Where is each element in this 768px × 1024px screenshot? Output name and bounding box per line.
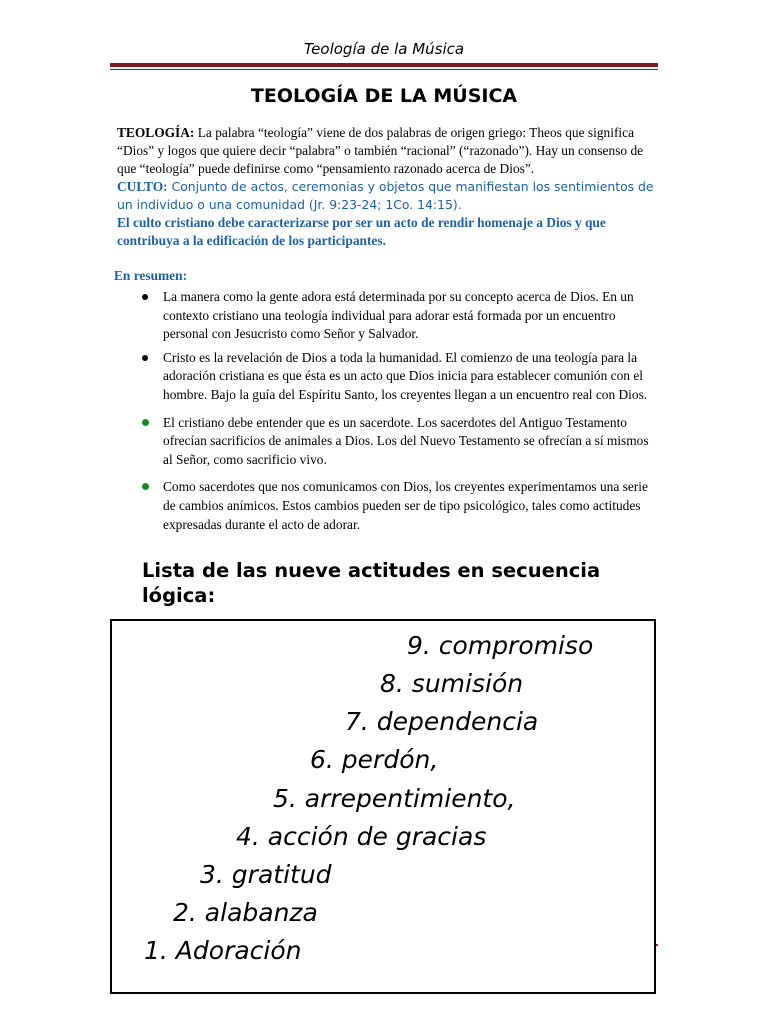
attitude-item: 2. alabanza: [173, 898, 318, 927]
attitude-item: 6. perdón,: [310, 745, 439, 774]
intro-section: [117, 124, 657, 250]
summary-list: [140, 288, 656, 534]
attitude-item: 4. acción de gracias: [236, 822, 487, 851]
attitudes-heading: Lista de las nueve actitudes en secuencia lógica:: [142, 559, 601, 607]
list-item-text: El cristiano debe entender que es un sacerdote. Los sacerdotes del Antiguo Testamento ofrecían sacrificios de animales a Dios. Los del Nuevo Testamento se ofrecían a sí mismos al Señor, como sacrificio vivo.: [163, 414, 649, 467]
list-item: [140, 478, 656, 534]
summary-label: En resumen:: [114, 268, 188, 283]
teologia-paragraph: [117, 124, 657, 178]
emphasis-statement: El culto cristiano debe caracterizarse por ser un acto de rendir homenaje a Dios y que contribuya a la edificación de los participantes.: [117, 215, 606, 248]
attitude-item: 3. gratitud: [200, 860, 332, 889]
list-item: [140, 414, 656, 470]
running-header: Teología de la Música: [303, 40, 465, 58]
culto-label: CULTO:: [117, 179, 168, 194]
bullet-icon: [142, 355, 148, 361]
header-rule: [110, 63, 658, 67]
list-item-text: La manera como la gente adora está determinada por su concepto acerca de Dios. En un contexto cristiano una teología individual para adorar está formada por un encuentro personal con Jesucristo como Señor y Salvador.: [163, 289, 634, 342]
attitude-item: 1. Adoración: [144, 936, 302, 965]
list-item-text: Cristo es la revelación de Dios a toda la humanidad. El comienzo de una teología para la adoración cristiana es que ésta es un acto que Dios inicia para establecer comunión con el hombre. Bajo la guía del Espíritu Santo, los creyentes llegan a un encuentro real con Dios.: [163, 349, 648, 402]
list-item: [140, 349, 656, 405]
bullet-icon: [142, 294, 148, 300]
culto-paragraph: [117, 178, 657, 214]
green-bullet-icon: [142, 483, 149, 490]
attitude-item: 8. sumisión: [380, 669, 524, 698]
list-item-text: Como sacerdotes que nos comunicamos con Dios, los creyentes experimentamos una serie de cambios anímicos. Estos cambios pueden ser de tipo psicológico, tales como actitudes expresadas durante el acto de adorar.: [163, 479, 648, 532]
teologia-label: TEOLOGÍA:: [117, 125, 195, 140]
attitudes-box: [110, 619, 656, 994]
attitude-item: 7. dependencia: [345, 707, 539, 736]
list-item: [140, 288, 656, 344]
attitude-item: 9. compromiso: [407, 631, 594, 660]
green-bullet-icon: [142, 419, 149, 426]
culto-text: Conjunto de actos, ceremonias y objetos que manifiestan los sentimientos de un individuo o una comunidad (Jr. 9:23-24; 1Co. 14:15).: [117, 179, 654, 212]
header-rule-thin: [110, 69, 658, 70]
teologia-text: La palabra “teología” viene de dos palabras de origen griego: Theos que significa “Dios” y logos que quiere decir “palabra” o también “racional” (“razonado”). Hay un consenso de que “teología” puede definirse como “pensamiento razonado acerca de Dios”.: [117, 125, 644, 176]
document-title: TEOLOGÍA DE LA MÚSICA: [250, 85, 518, 107]
attitude-item: 5. arrepentimiento,: [273, 784, 516, 813]
